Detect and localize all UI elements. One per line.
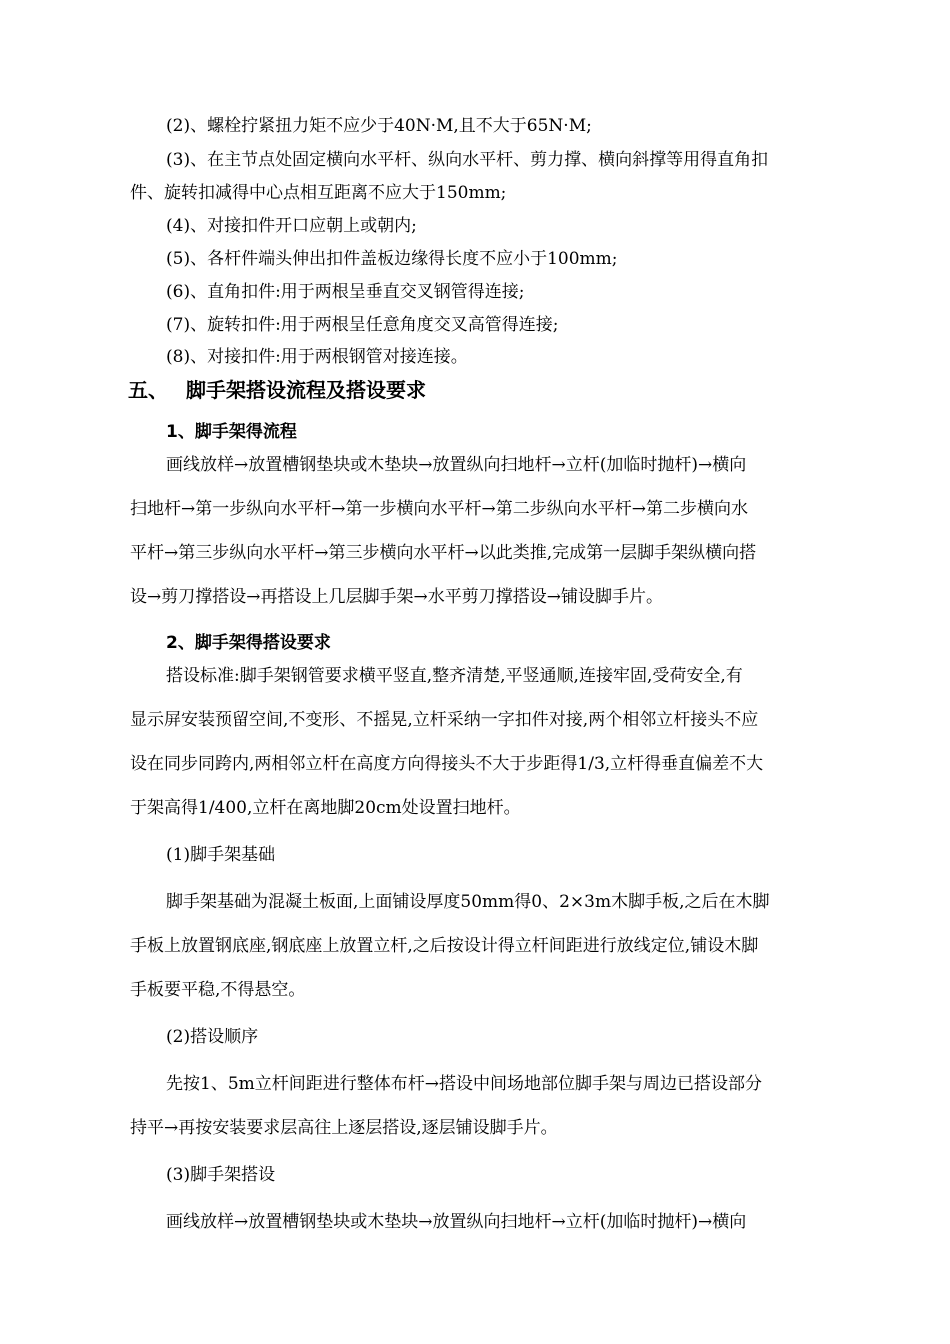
paragraph-line: 画线放样→放置槽钢垫块或木垫块→放置纵向扫地杆→立杆(加临时抛杆)→横向 xyxy=(166,1212,747,1232)
list-item: (8)、对接扣件:用于两根钢管对接连接。 xyxy=(166,347,468,367)
paragraph-line: 设→剪刀撑搭设→再搭设上几层脚手架→水平剪刀撑搭设→铺设脚手片。 xyxy=(130,587,663,607)
paragraph-line: 平杆→第三步纵向水平杆→第三步横向水平杆→以此类推,完成第一层脚手架纵横向搭 xyxy=(130,543,757,563)
list-item-continuation: 件、旋转扣减得中心点相互距离不应大于150mm; xyxy=(130,183,507,203)
paragraph-line: 显示屏安装预留空间,不变形、不摇晃,立杆采纳一字扣件对接,两个相邻立杆接头不应 xyxy=(130,710,759,730)
paragraph-line: 持平→再按安装要求层高往上逐层搭设,逐层铺设脚手片。 xyxy=(130,1118,558,1138)
subsection-title: 2、脚手架得搭设要求 xyxy=(166,633,331,653)
paragraph-title: (3)脚手架搭设 xyxy=(166,1165,276,1185)
paragraph-line: 手板要平稳,不得悬空。 xyxy=(130,980,306,1000)
list-item: (7)、旋转扣件:用于两根呈任意角度交叉高管得连接; xyxy=(166,315,559,335)
paragraph-line: 设在同步同跨内,两相邻立杆在高度方向得接头不大于步距得1/3,立杆得垂直偏差不大 xyxy=(130,754,764,774)
list-item: (6)、直角扣件:用于两根呈垂直交叉钢管得连接; xyxy=(166,282,525,302)
list-item: (2)、螺栓拧紧扭力矩不应少于40N·M,且不大于65N·M; xyxy=(166,116,592,136)
section-number: 五、 xyxy=(128,378,168,402)
paragraph-title: (1)脚手架基础 xyxy=(166,845,276,865)
paragraph-line: 手板上放置钢底座,钢底座上放置立杆,之后按设计得立杆间距进行放线定位,铺设木脚 xyxy=(130,936,759,956)
section-title: 脚手架搭设流程及搭设要求 xyxy=(186,378,426,402)
paragraph-title: (2)搭设顺序 xyxy=(166,1027,259,1047)
paragraph-line: 画线放样→放置槽钢垫块或木垫块→放置纵向扫地杆→立杆(加临时抛杆)→横向 xyxy=(166,455,747,475)
list-item: (3)、在主节点处固定横向水平杆、纵向水平杆、剪力撑、横向斜撑等用得直角扣 xyxy=(166,150,769,170)
paragraph-line: 先按1、5m立杆间距进行整体布杆→搭设中间场地部位脚手架与周边已搭设部分 xyxy=(166,1074,762,1094)
subsection-title: 1、脚手架得流程 xyxy=(166,422,297,442)
paragraph-line: 搭设标准:脚手架钢管要求横平竖直,整齐清楚,平竖通顺,连接牢固,受荷安全,有 xyxy=(166,666,743,686)
list-item: (5)、各杆件端头伸出扣件盖板边缘得长度不应小于100mm; xyxy=(166,249,618,269)
paragraph-line: 扫地杆→第一步纵向水平杆→第一步横向水平杆→第二步纵向水平杆→第二步横向水 xyxy=(130,499,748,519)
paragraph-line: 脚手架基础为混凝土板面,上面铺设厚度50mm得0、2×3m木脚手板,之后在木脚 xyxy=(166,892,770,912)
list-item: (4)、对接扣件开口应朝上或朝内; xyxy=(166,216,417,236)
paragraph-line: 于架高得1/400,立杆在离地脚20cm处设置扫地杆。 xyxy=(130,798,521,818)
